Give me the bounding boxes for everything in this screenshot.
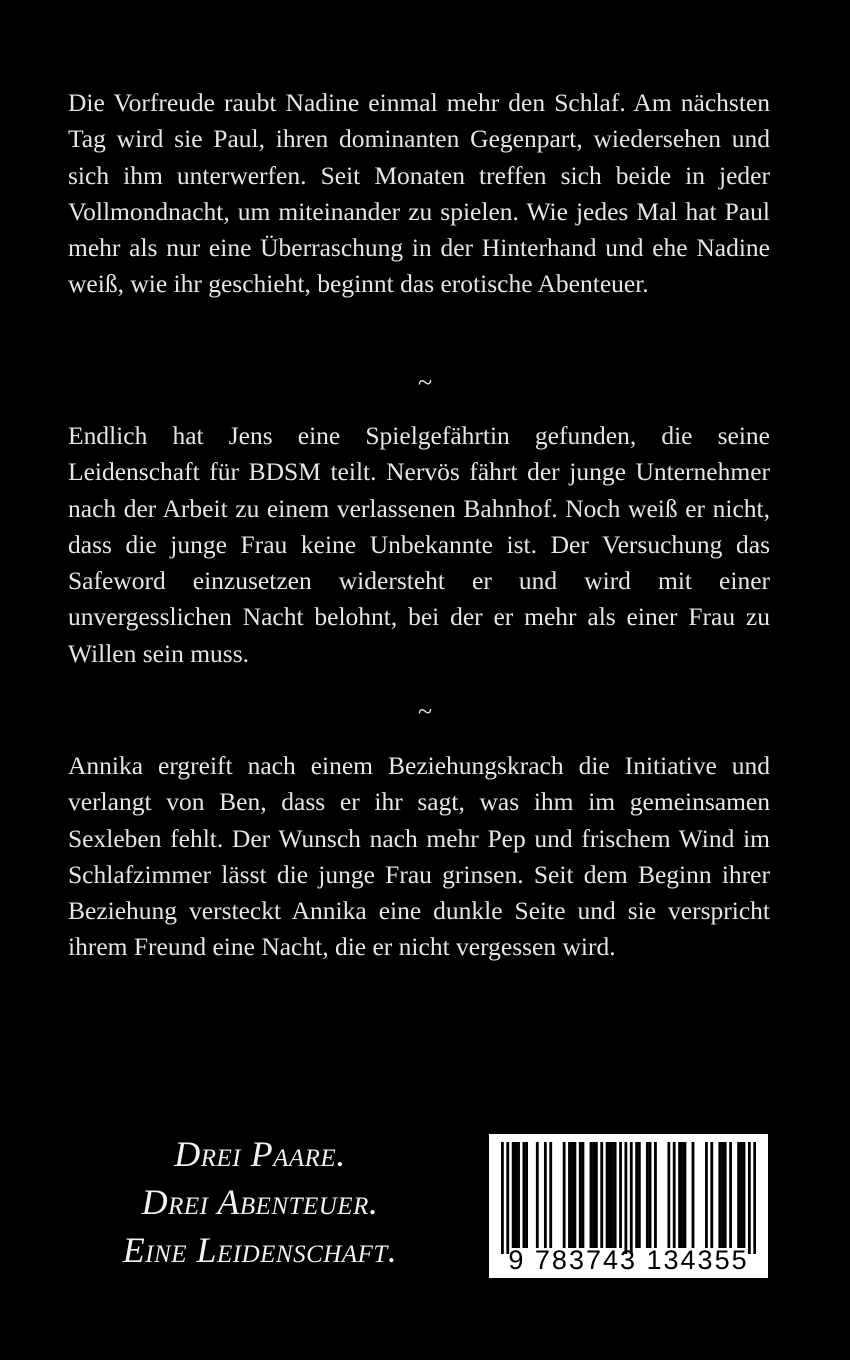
barcode-bar <box>718 1142 721 1248</box>
barcode-bar <box>563 1142 566 1248</box>
barcode-bar <box>667 1142 670 1248</box>
barcode-bar <box>549 1142 552 1248</box>
barcode-bar <box>512 1142 515 1248</box>
barcode-bar <box>646 1142 649 1248</box>
tagline <box>60 1130 460 1274</box>
barcode-bar <box>724 1142 727 1248</box>
barcode-bar <box>681 1142 684 1248</box>
barcode-bar <box>635 1142 638 1248</box>
barcode-bar <box>501 1142 504 1254</box>
barcode-bar <box>611 1142 614 1248</box>
barcode-bar <box>710 1142 713 1248</box>
barcode-bar <box>654 1142 657 1248</box>
tilde-separator: ~ <box>417 368 433 397</box>
barcode-bar <box>619 1142 622 1248</box>
barcode-bar <box>600 1142 603 1248</box>
barcode-bar <box>705 1142 708 1248</box>
barcode-bars <box>501 1142 756 1254</box>
blurb-paragraph-nadine: Die Vorfreude raubt Nadine einmal mehr den Schlaf. Am nächsten Tag wird sie Paul, ihren dominanten Gegenpart, wiedersehen und sich ihm unterwerfen. Seit Monaten treffen sich beide in jeder Vollmondnacht, um miteinander zu spielen. Wie jedes Mal hat Paul mehr als nur eine Überraschung in der Hinterhand und ehe Nadine weiß, wie ihr geschieht, beginnt das erotische Abenteuer. <box>68 88 770 299</box>
barcode-bar <box>614 1142 617 1248</box>
barcode-bar <box>721 1142 724 1248</box>
barcode-bar <box>748 1142 751 1254</box>
tagline-line-1: Drei Paare. <box>174 1134 346 1174</box>
blurb-paragraph-jens: Endlich hat Jens eine Spielgefährtin gefunden, die seine Leidenschaft für BDSM teilt. Nervös fährt der junge Unternehmer nach der Arbeit zu einem verlassenen Bahnhof. Noch weiß er nicht, dass die junge Frau keine Unbekannte ist. Der Versuchung das Safeword einzusetzen widersteht er und wird mit einer unvergesslichen Nacht belohnt, bei der er mehr als einer Frau zu Willen sein muss. <box>68 421 770 668</box>
barcode-bar <box>737 1142 740 1248</box>
blurb-paragraph-annika: Annika ergreift nach einem Beziehungskrach die Initiative und verlangt von Ben, dass er ihr sagt, was ihm im gemeinsamen Sexleben fehlt. Der Wunsch nach mehr Pep und frischem Wind im Schlafzimmer lässt die junge Frau grinsen. Seit dem Beginn ihrer Beziehung versteckt Annika eine dunkle Seite und sie verspricht ihrem Freund eine Nacht, die er nicht vergessen wird. <box>68 751 770 962</box>
barcode-bar <box>590 1142 593 1248</box>
barcode-bar <box>568 1142 571 1248</box>
barcode-bar <box>573 1142 576 1248</box>
barcode-bar <box>592 1142 595 1248</box>
barcode-bar <box>678 1142 681 1248</box>
barcode-bar <box>630 1142 633 1254</box>
barcode-bar <box>684 1142 687 1248</box>
isbn-number: 9 783743 134355 <box>508 1245 749 1275</box>
barcode-bar <box>517 1142 520 1248</box>
barcode-bar <box>606 1142 609 1248</box>
barcode-bar <box>544 1142 547 1248</box>
barcode-bar <box>536 1142 539 1248</box>
barcode-bar <box>595 1142 598 1248</box>
barcode-bar <box>506 1142 509 1254</box>
barcode-bar <box>729 1142 732 1248</box>
barcode-bar <box>692 1142 695 1248</box>
barcode-bar <box>514 1142 517 1248</box>
barcode-bar <box>522 1142 525 1248</box>
barcode-bar <box>649 1142 652 1248</box>
barcode-bar <box>673 1142 676 1248</box>
barcode-bar <box>525 1142 528 1248</box>
barcode-bar <box>740 1142 743 1248</box>
barcode-bar <box>743 1142 746 1248</box>
barcode-bar <box>571 1142 574 1248</box>
barcode-bar <box>624 1142 627 1254</box>
barcode-bar <box>608 1142 611 1248</box>
tagline-line-2: Drei Abenteuer. <box>141 1182 379 1222</box>
barcode-bar <box>582 1142 585 1248</box>
barcode-bar <box>579 1142 582 1248</box>
barcode-bar <box>638 1142 641 1248</box>
barcode-bar <box>753 1142 756 1254</box>
tagline-line-3: Eine Leidenschaft. <box>122 1230 398 1270</box>
isbn-barcode <box>489 1134 768 1278</box>
tilde-separator: ~ <box>417 697 433 726</box>
